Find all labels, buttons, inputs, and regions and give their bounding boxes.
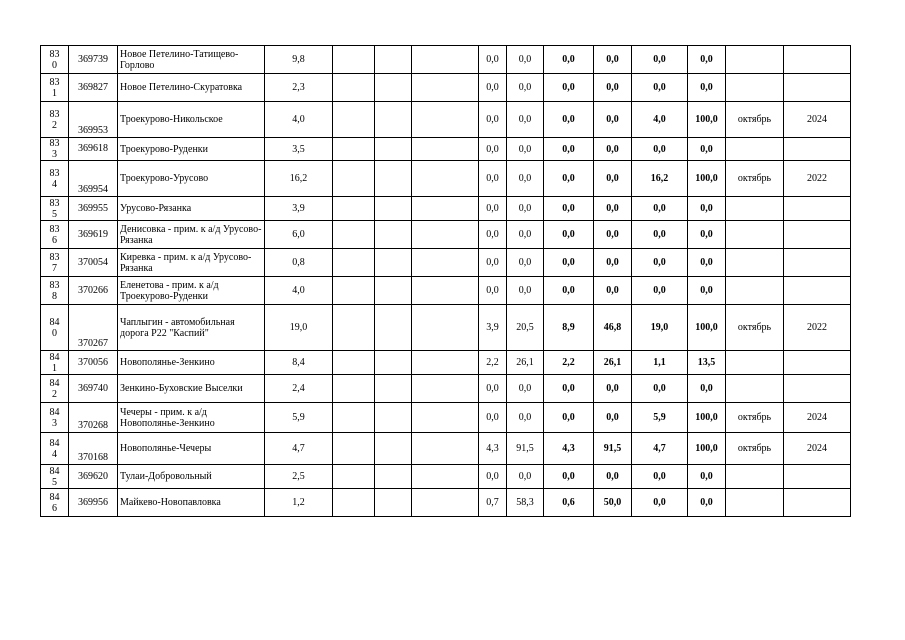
value-3: 2,2 [544, 351, 594, 375]
value-1: 2,2 [479, 351, 507, 375]
value-4: 0,0 [594, 221, 632, 249]
value-5: 0,0 [632, 138, 688, 161]
row-number-part-1: 83 [49, 251, 60, 263]
value-3: 0,6 [544, 489, 594, 517]
value-2: 0,0 [507, 221, 544, 249]
empty-cell [375, 489, 412, 517]
empty-cell [375, 305, 412, 351]
value-4: 0,0 [594, 102, 632, 138]
year-cell [784, 197, 851, 221]
year-cell [784, 249, 851, 277]
table-row [41, 305, 851, 351]
value-4: 0,0 [594, 197, 632, 221]
empty-cell [333, 161, 375, 197]
empty-cell [375, 221, 412, 249]
value-3: 0,0 [544, 102, 594, 138]
empty-cell [375, 138, 412, 161]
table-row [41, 221, 851, 249]
value-6: 0,0 [688, 465, 726, 489]
empty-cell [412, 138, 479, 161]
table-row [41, 433, 851, 465]
value-4: 46,8 [594, 305, 632, 351]
empty-cell [412, 433, 479, 465]
value-5: 0,0 [632, 249, 688, 277]
value-6: 0,0 [688, 375, 726, 403]
value-6: 0,0 [688, 138, 726, 161]
value-6: 0,0 [688, 221, 726, 249]
value-1: 0,0 [479, 46, 507, 74]
value-4: 0,0 [594, 375, 632, 403]
value-6: 100,0 [688, 305, 726, 351]
empty-cell [375, 465, 412, 489]
road-length: 2,5 [265, 465, 333, 489]
value-1: 0,0 [479, 74, 507, 102]
road-length: 4,7 [265, 433, 333, 465]
road-name: Троекурово-Никольское [118, 102, 265, 138]
row-number-part-1: 84 [49, 465, 60, 477]
value-5: 0,0 [632, 46, 688, 74]
value-3: 0,0 [544, 74, 594, 102]
month-cell [726, 375, 784, 403]
value-1: 0,0 [479, 161, 507, 197]
value-2: 0,0 [507, 161, 544, 197]
empty-cell [333, 138, 375, 161]
row-number-part-1: 84 [49, 406, 60, 418]
month-cell [726, 197, 784, 221]
value-5: 0,0 [632, 74, 688, 102]
year-cell [784, 351, 851, 375]
table-row [41, 351, 851, 375]
row-number-part-1: 84 [49, 437, 60, 449]
row-number-part-1: 83 [49, 108, 60, 120]
empty-cell [333, 46, 375, 74]
year-cell [784, 221, 851, 249]
row-number-part-1: 83 [49, 138, 60, 149]
row-number-part-1: 84 [49, 316, 60, 328]
empty-cell [375, 161, 412, 197]
year-cell [784, 375, 851, 403]
value-5: 16,2 [632, 161, 688, 197]
empty-cell [333, 489, 375, 517]
empty-cell [375, 197, 412, 221]
row-number-part-2: 4 [52, 448, 57, 460]
table-row [41, 277, 851, 305]
year-cell [784, 138, 851, 161]
value-1: 4,3 [479, 433, 507, 465]
month-cell: октябрь [726, 102, 784, 138]
value-2: 0,0 [507, 46, 544, 74]
row-number [41, 74, 69, 102]
year-cell [784, 46, 851, 74]
value-2: 0,0 [507, 403, 544, 433]
year-cell [784, 465, 851, 489]
road-name: Денисовка - прим. к а/д Урусово-Рязанка [118, 221, 265, 249]
road-length: 2,3 [265, 74, 333, 102]
road-code: 369620 [69, 465, 118, 489]
value-5: 0,0 [632, 197, 688, 221]
value-2: 58,3 [507, 489, 544, 517]
value-3: 8,9 [544, 305, 594, 351]
empty-cell [375, 375, 412, 403]
road-code: 370056 [69, 351, 118, 375]
road-name: Майкево-Новопавловка [118, 489, 265, 517]
row-number [41, 351, 69, 375]
value-5: 0,0 [632, 375, 688, 403]
road-name: Чаплыгин - автомобильная дорога Р22 "Каспий" [118, 305, 265, 351]
road-name: Зенкино-Буховские Выселки [118, 375, 265, 403]
value-4: 0,0 [594, 465, 632, 489]
year-cell [784, 74, 851, 102]
row-number [41, 277, 69, 305]
table-row [41, 465, 851, 489]
value-4: 0,0 [594, 249, 632, 277]
year-cell: 2024 [784, 433, 851, 465]
road-name: Тулаи-Добровольный [118, 465, 265, 489]
empty-cell [412, 46, 479, 74]
value-3: 0,0 [544, 465, 594, 489]
road-length: 2,4 [265, 375, 333, 403]
road-length: 0,8 [265, 249, 333, 277]
row-number-part-1: 83 [49, 48, 60, 60]
row-number-part-2: 3 [52, 417, 57, 429]
document-page [40, 45, 851, 517]
road-code: 369827 [69, 74, 118, 102]
month-cell: октябрь [726, 433, 784, 465]
value-1: 0,0 [479, 277, 507, 305]
road-code: 370267 [69, 305, 118, 351]
value-5: 5,9 [632, 403, 688, 433]
road-name: Киревка - прим. к а/д Урусово-Рязанка [118, 249, 265, 277]
value-3: 0,0 [544, 46, 594, 74]
row-number-part-2: 8 [52, 290, 57, 302]
value-2: 0,0 [507, 138, 544, 161]
road-length: 19,0 [265, 305, 333, 351]
road-length: 5,9 [265, 403, 333, 433]
value-1: 0,0 [479, 403, 507, 433]
row-number [41, 221, 69, 249]
road-code: 370266 [69, 277, 118, 305]
month-cell [726, 138, 784, 161]
empty-cell [412, 351, 479, 375]
empty-cell [375, 351, 412, 375]
road-code: 370268 [69, 403, 118, 433]
value-3: 0,0 [544, 277, 594, 305]
row-number [41, 375, 69, 403]
road-name: Новополянье-Зенкино [118, 351, 265, 375]
empty-cell [375, 102, 412, 138]
table-row [41, 249, 851, 277]
empty-cell [412, 375, 479, 403]
value-6: 0,0 [688, 277, 726, 305]
row-number-part-2: 0 [52, 327, 57, 339]
row-number [41, 403, 69, 433]
month-cell: октябрь [726, 305, 784, 351]
row-number [41, 465, 69, 489]
month-cell [726, 221, 784, 249]
empty-cell [333, 403, 375, 433]
row-number-part-2: 6 [52, 502, 57, 514]
empty-cell [412, 197, 479, 221]
value-4: 0,0 [594, 74, 632, 102]
row-number [41, 305, 69, 351]
empty-cell [375, 277, 412, 305]
value-1: 0,0 [479, 197, 507, 221]
value-4: 50,0 [594, 489, 632, 517]
road-name: Новое Петелино-Скуратовка [118, 74, 265, 102]
row-number [41, 433, 69, 465]
month-cell: октябрь [726, 161, 784, 197]
month-cell [726, 249, 784, 277]
empty-cell [412, 489, 479, 517]
value-3: 0,0 [544, 249, 594, 277]
month-cell [726, 351, 784, 375]
road-code: 369956 [69, 489, 118, 517]
row-number-part-1: 83 [49, 197, 60, 209]
road-code: 369954 [69, 161, 118, 197]
empty-cell [412, 221, 479, 249]
value-1: 0,0 [479, 465, 507, 489]
road-length: 6,0 [265, 221, 333, 249]
empty-cell [412, 403, 479, 433]
row-number-part-2: 6 [52, 234, 57, 246]
empty-cell [375, 433, 412, 465]
value-1: 3,9 [479, 305, 507, 351]
road-length: 4,0 [265, 277, 333, 305]
value-4: 0,0 [594, 277, 632, 305]
empty-cell [333, 197, 375, 221]
road-code: 369740 [69, 375, 118, 403]
road-name: Новое Петелино-Татищево-Горлово [118, 46, 265, 74]
road-name: Чечеры - прим. к а/д Новополянье-Зенкино [118, 403, 265, 433]
year-cell: 2024 [784, 403, 851, 433]
empty-cell [333, 433, 375, 465]
value-5: 0,0 [632, 465, 688, 489]
road-code: 370054 [69, 249, 118, 277]
road-length: 16,2 [265, 161, 333, 197]
road-code: 369955 [69, 197, 118, 221]
value-3: 0,0 [544, 221, 594, 249]
value-1: 0,0 [479, 375, 507, 403]
table-row [41, 375, 851, 403]
value-2: 91,5 [507, 433, 544, 465]
row-number-part-2: 1 [52, 87, 57, 99]
table-row [41, 197, 851, 221]
year-cell: 2024 [784, 102, 851, 138]
value-6: 0,0 [688, 46, 726, 74]
empty-cell [412, 74, 479, 102]
month-cell [726, 46, 784, 74]
value-6: 0,0 [688, 249, 726, 277]
row-number-part-1: 83 [49, 223, 60, 235]
roads-table [40, 45, 851, 517]
empty-cell [412, 249, 479, 277]
empty-cell [333, 221, 375, 249]
empty-cell [412, 305, 479, 351]
row-number-part-2: 7 [52, 262, 57, 274]
row-number [41, 138, 69, 161]
road-name: Урусово-Рязанка [118, 197, 265, 221]
row-number-part-1: 83 [49, 76, 60, 88]
road-length: 1,2 [265, 489, 333, 517]
month-cell: октябрь [726, 403, 784, 433]
road-length: 8,4 [265, 351, 333, 375]
value-2: 0,0 [507, 465, 544, 489]
month-cell [726, 74, 784, 102]
value-3: 4,3 [544, 433, 594, 465]
empty-cell [412, 277, 479, 305]
table-row [41, 161, 851, 197]
table-row [41, 102, 851, 138]
value-1: 0,0 [479, 102, 507, 138]
row-number-part-2: 2 [52, 388, 57, 400]
value-2: 20,5 [507, 305, 544, 351]
value-6: 0,0 [688, 74, 726, 102]
value-5: 4,0 [632, 102, 688, 138]
row-number-part-1: 84 [49, 377, 60, 389]
value-3: 0,0 [544, 138, 594, 161]
value-4: 0,0 [594, 46, 632, 74]
road-length: 3,9 [265, 197, 333, 221]
row-number-part-2: 5 [52, 476, 57, 488]
month-cell [726, 489, 784, 517]
value-6: 100,0 [688, 102, 726, 138]
value-2: 0,0 [507, 277, 544, 305]
road-length: 9,8 [265, 46, 333, 74]
month-cell [726, 277, 784, 305]
empty-cell [375, 403, 412, 433]
value-2: 0,0 [507, 375, 544, 403]
road-name: Новополянье-Чечеры [118, 433, 265, 465]
road-code: 369618 [69, 138, 118, 161]
value-5: 19,0 [632, 305, 688, 351]
value-6: 100,0 [688, 433, 726, 465]
month-cell [726, 465, 784, 489]
empty-cell [333, 305, 375, 351]
road-code: 370168 [69, 433, 118, 465]
value-4: 26,1 [594, 351, 632, 375]
value-5: 4,7 [632, 433, 688, 465]
table-row [41, 46, 851, 74]
value-6: 13,5 [688, 351, 726, 375]
value-1: 0,7 [479, 489, 507, 517]
row-number-part-2: 4 [52, 178, 57, 190]
empty-cell [375, 74, 412, 102]
year-cell: 2022 [784, 161, 851, 197]
road-length: 3,5 [265, 138, 333, 161]
table-body [41, 46, 851, 517]
row-number-part-2: 0 [52, 59, 57, 71]
value-1: 0,0 [479, 138, 507, 161]
road-length: 4,0 [265, 102, 333, 138]
value-6: 0,0 [688, 489, 726, 517]
empty-cell [333, 465, 375, 489]
row-number-part-1: 83 [49, 167, 60, 179]
value-2: 26,1 [507, 351, 544, 375]
row-number-part-2: 1 [52, 362, 57, 374]
value-4: 0,0 [594, 138, 632, 161]
road-name: Троекурово-Руденки [118, 138, 265, 161]
empty-cell [333, 249, 375, 277]
empty-cell [333, 351, 375, 375]
row-number-part-1: 84 [49, 491, 60, 503]
row-number-part-1: 83 [49, 279, 60, 291]
value-5: 0,0 [632, 489, 688, 517]
empty-cell [333, 277, 375, 305]
row-number-part-2: 2 [52, 119, 57, 131]
value-2: 0,0 [507, 249, 544, 277]
empty-cell [412, 161, 479, 197]
value-4: 91,5 [594, 433, 632, 465]
value-4: 0,0 [594, 161, 632, 197]
year-cell: 2022 [784, 305, 851, 351]
table-row [41, 489, 851, 517]
row-number [41, 46, 69, 74]
road-name: Еленетова - прим. к а/д Троекурово-Руденки [118, 277, 265, 305]
year-cell [784, 277, 851, 305]
value-5: 1,1 [632, 351, 688, 375]
table-row [41, 403, 851, 433]
empty-cell [333, 74, 375, 102]
road-code: 369739 [69, 46, 118, 74]
year-cell [784, 489, 851, 517]
value-6: 100,0 [688, 403, 726, 433]
value-3: 0,0 [544, 197, 594, 221]
value-1: 0,0 [479, 221, 507, 249]
empty-cell [333, 102, 375, 138]
empty-cell [375, 46, 412, 74]
row-number [41, 197, 69, 221]
road-code: 369619 [69, 221, 118, 249]
table-row [41, 138, 851, 161]
value-5: 0,0 [632, 221, 688, 249]
row-number [41, 102, 69, 138]
value-2: 0,0 [507, 74, 544, 102]
row-number [41, 249, 69, 277]
table-row [41, 74, 851, 102]
empty-cell [333, 375, 375, 403]
road-code: 369953 [69, 102, 118, 138]
value-5: 0,0 [632, 277, 688, 305]
value-6: 100,0 [688, 161, 726, 197]
road-name: Троекурово-Урусово [118, 161, 265, 197]
value-3: 0,0 [544, 403, 594, 433]
value-2: 0,0 [507, 197, 544, 221]
empty-cell [412, 465, 479, 489]
row-number-part-2: 5 [52, 208, 57, 220]
value-2: 0,0 [507, 102, 544, 138]
row-number-part-1: 84 [49, 351, 60, 363]
row-number [41, 161, 69, 197]
empty-cell [412, 102, 479, 138]
empty-cell [375, 249, 412, 277]
value-1: 0,0 [479, 249, 507, 277]
value-4: 0,0 [594, 403, 632, 433]
row-number [41, 489, 69, 517]
value-3: 0,0 [544, 375, 594, 403]
value-6: 0,0 [688, 197, 726, 221]
value-3: 0,0 [544, 161, 594, 197]
row-number-part-2: 3 [52, 149, 57, 160]
